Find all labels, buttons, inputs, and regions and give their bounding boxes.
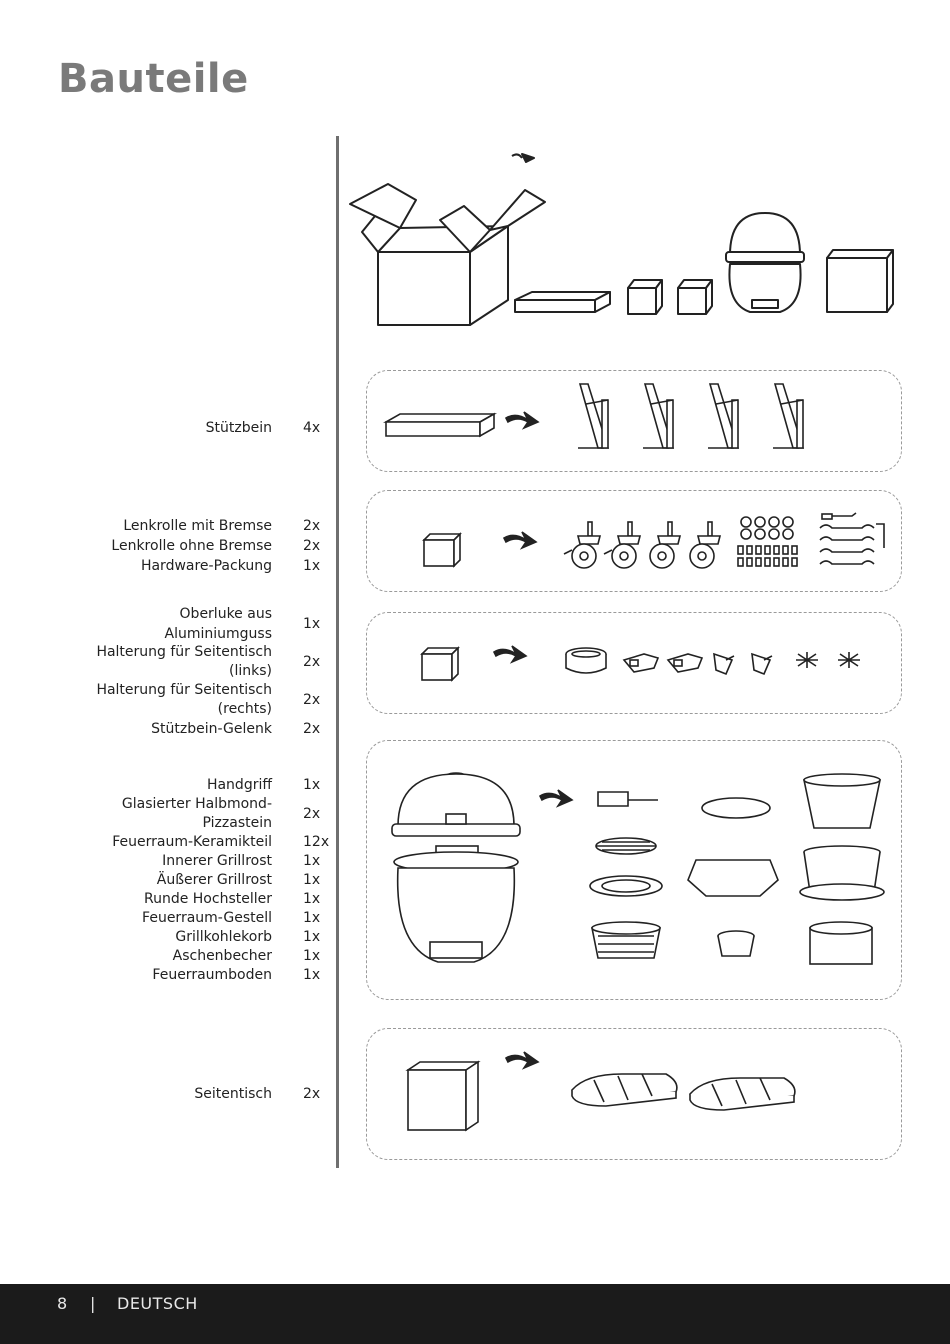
part-label: Seitentisch [194,1086,272,1102]
part-label: Grillkohlekorb [175,929,272,945]
part-qty: 1x [303,777,321,793]
part-label: Halterung für Seitentisch [96,682,272,698]
vertical-divider [336,136,339,1168]
part-qty: 2x [303,806,321,822]
footer-separator: | [90,1294,96,1313]
part-qty: 1x [303,948,321,964]
part-label: Aluminiumguss [164,626,272,642]
part-qty: 2x [303,692,321,708]
part-qty: 2x [303,654,321,670]
part-qty: 2x [303,1086,321,1102]
part-label: Oberluke aus [179,606,272,622]
page-title: Bauteile [58,56,249,102]
part-qty: 1x [303,853,321,869]
footer-bar [0,1284,950,1344]
side-tables-illustration [380,1040,900,1150]
part-label: Feuerraum-Gestell [142,910,272,926]
part-qty: 1x [303,558,321,574]
page-number: 8 [57,1294,68,1313]
package-overview-illustration [340,140,910,340]
part-label: Pizzastein [202,815,272,831]
legs-illustration [380,378,900,468]
part-label: Halterung für Seitentisch [96,644,272,660]
part-label: Feuerraumboden [152,967,272,983]
part-label: Hardware-Packung [140,558,272,574]
part-label: Glasierter Halbmond- [121,796,272,812]
part-label: Aschenbecher [172,948,272,964]
part-label: (links) [229,663,272,679]
part-qty: 2x [303,538,321,554]
part-qty: 1x [303,891,321,907]
part-qty: 1x [303,929,321,945]
part-qty: 2x [303,721,321,737]
part-qty: 2x [303,518,321,534]
brackets-illustration [380,620,900,710]
casters-hardware-illustration [380,500,900,590]
part-label: Äußerer Grillrost [156,872,272,888]
part-label: Innerer Grillrost [162,853,272,869]
part-qty: 1x [303,967,321,983]
grill-internals-illustration [380,750,900,990]
part-label: Lenkrolle ohne Bremse [111,538,272,554]
part-label: Runde Hochsteller [143,891,272,907]
footer-language: DEUTSCH [117,1294,198,1313]
part-label: (rechts) [217,701,272,717]
part-label: Handgriff [206,777,272,793]
part-qty: 1x [303,872,321,888]
part-qty: 12x [303,834,330,850]
part-label: Stützbein [205,420,272,436]
part-qty: 4x [303,420,321,436]
part-label: Feuerraum-Keramikteil [112,834,272,850]
part-qty: 1x [303,910,321,926]
part-qty: 1x [303,616,321,632]
part-label: Stützbein-Gelenk [151,721,272,737]
part-label: Lenkrolle mit Bremse [123,518,272,534]
